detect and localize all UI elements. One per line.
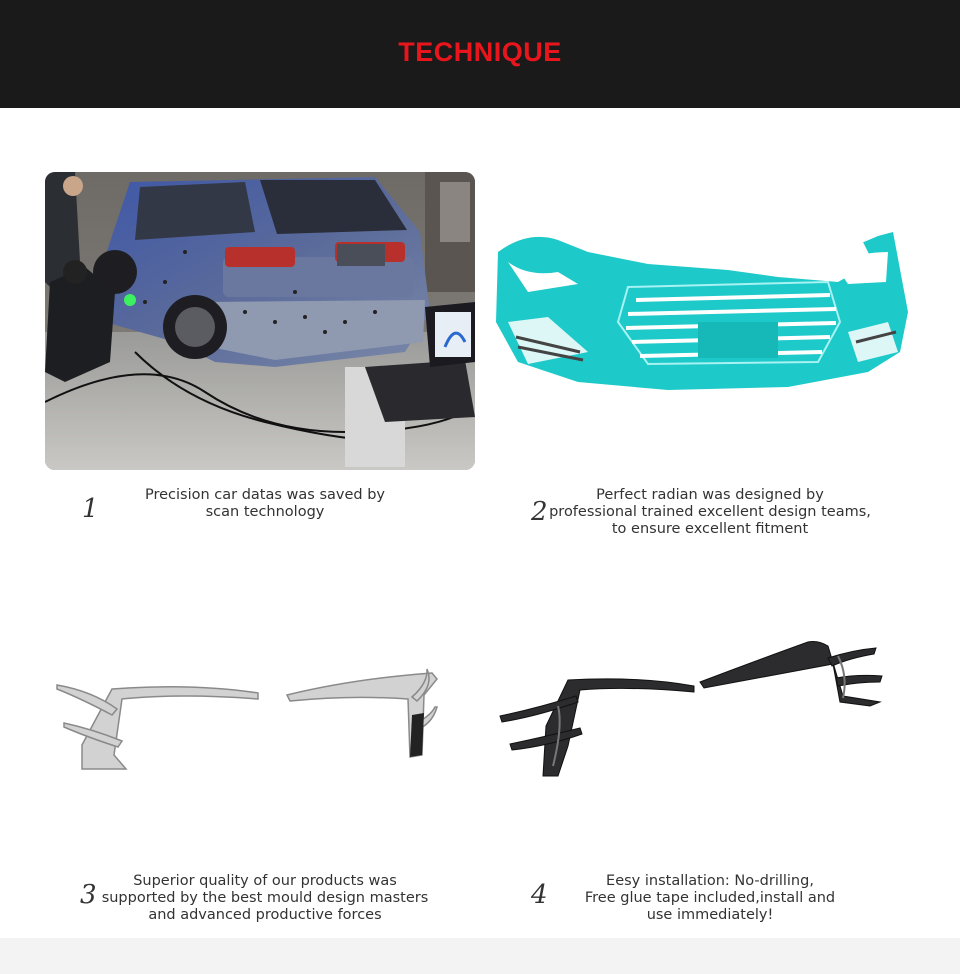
step-number-1: 1 [82,494,99,524]
carbon-canard-pair [498,636,883,778]
step-caption-4: Eesy installation: No-drilling, Free glue tape included,install and use immediately! [584,873,836,923]
raw-canard-pair [52,665,442,773]
step-caption-1: Precision car datas was saved by scan technology [144,487,385,520]
step-number-4: 4 [531,880,548,910]
header-banner [0,0,960,108]
section-title: TECHNIQUE [398,37,562,67]
bumper-3d-model [488,222,916,402]
footer-band [0,938,960,974]
step-number-3: 3 [80,880,97,910]
car-scan-photo [45,172,475,470]
step-caption-3: Superior quality of our products was supported by the best mould design masters and advanced productive forces [101,873,429,923]
step-caption-2: Perfect radian was designed by professional trained excellent design teams, to ensure excellent fitment [549,487,871,537]
step-number-2: 2 [531,497,548,527]
